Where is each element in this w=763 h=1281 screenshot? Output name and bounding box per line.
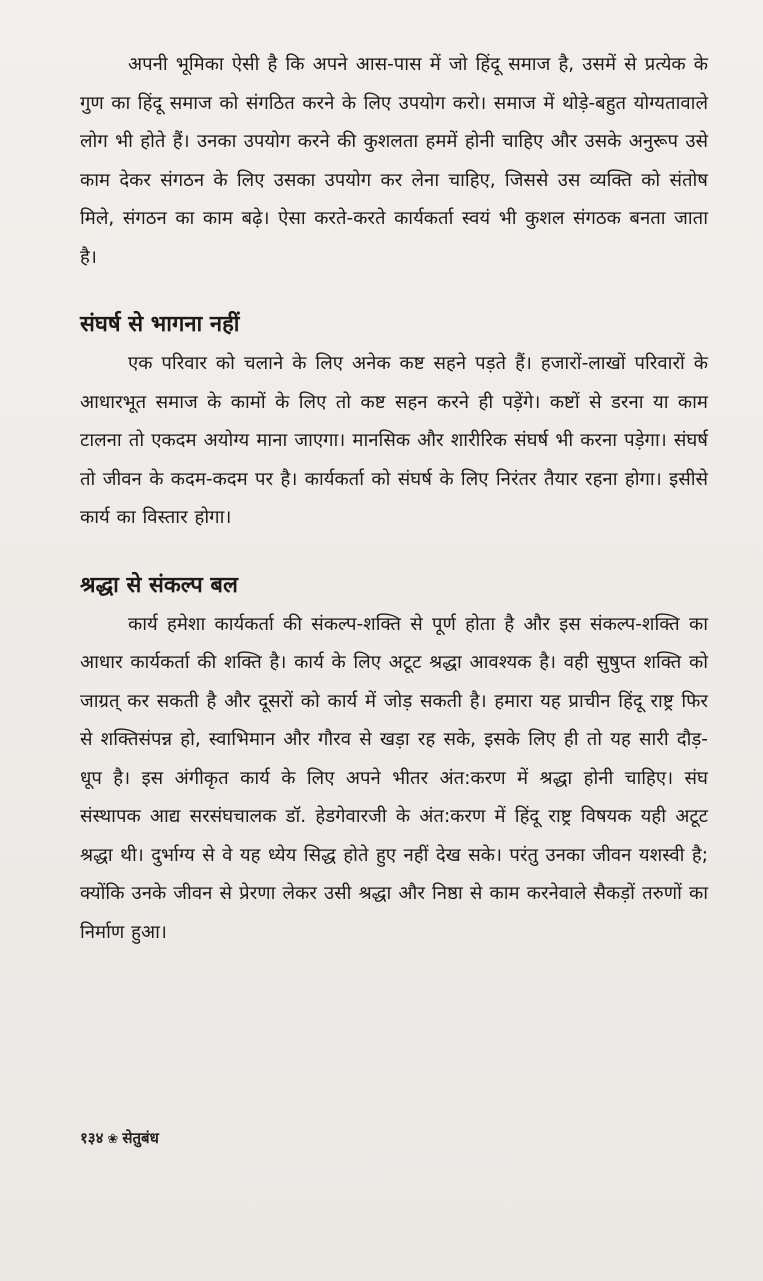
section-heading-shraddha: श्रद्धा से संकल्प बल	[80, 572, 238, 598]
page-content	[80, 46, 708, 952]
section-body-sangharsh: एक परिवार को चलाने के लिए अनेक कष्ट सहने पड़ते हैं। हजारों-लाखों परिवारों के आधारभूत समाज के कामों के लिए तो कष्ट सहन करने ही पड़ेंगे। कष्टों से डरना या काम टालना तो एकदम अयोग्य माना जाएगा। मानसिक और शारीरिक संघर्ष भी करना पड़ेगा। संघर्ष तो जीवन के कदम-कदम पर है। कार्यकर्ता को संघर्ष के लिए निरंतर तैयार रहना होगा। इसीसे कार्य का विस्तार होगा।	[80, 353, 708, 528]
intro-paragraph: अपनी भूमिका ऐसी है कि अपने आस-पास में जो हिंदू समाज है, उसमें से प्रत्येक के गुण का हिंदू समाज को संगठित करने के लिए उपयोग करो। समाज में थोड़े-बहुत योग्यतावाले लोग भी होते हैं। उनका उपयोग करने की कुशलता हममें होनी चाहिए और उसके अनुरूप उसे काम देकर संगठन के लिए उसका उपयोग कर लेना चाहिए, जिससे उस व्यक्ति को संतोष मिले, संगठन का काम बढ़े। ऐसा करते-करते कार्यकर्ता स्वयं भी कुशल संगठक बनता जाता है।	[80, 54, 708, 268]
section-body-shraddha: कार्य हमेशा कार्यकर्ता की संकल्प-शक्ति से पूर्ण होता है और इस संकल्प-शक्ति का आधार कार्यकर्ता की शक्ति है। कार्य के लिए अटूट श्रद्धा आवश्यक है। वही सुषुप्त शक्ति को जाग्रत् कर सकती है और दूसरों को कार्य में जोड़ सकती है। हमारा यह प्राचीन हिंदू राष्ट्र फिर से शक्तिसंपन्न हो, स्वाभिमान और गौरव से खड़ा रह सके, इसके लिए ही तो यह सारी दौड़-धूप है। इस अंगीकृत कार्य के लिए अपने भीतर अंत:करण में श्रद्धा होनी चाहिए। संघ संस्थापक आद्य सरसंघचालक डॉ. हेडगेवारजी के अंत:करण में हिंदू राष्ट्र विषयक यही अटूट श्रद्धा थी। दुर्भाग्य से वे यह ध्येय सिद्ध होते हुए नहीं देख सके। परंतु उनका जीवन यशस्वी है; क्योंकि उनके जीवन से प्रेरणा लेकर उसी श्रद्धा और निष्ठा से काम करनेवाले सैकड़ों तरुणों का निर्माण हुआ।	[80, 613, 708, 943]
page-footer	[80, 1126, 159, 1152]
flower-ornament-icon: ❀	[107, 1132, 119, 1147]
section-heading-sangharsh: संघर्ष से भागना नहीं	[80, 312, 240, 337]
book-title: सेतुबंध	[122, 1129, 159, 1147]
page-number: १३४	[80, 1129, 104, 1147]
